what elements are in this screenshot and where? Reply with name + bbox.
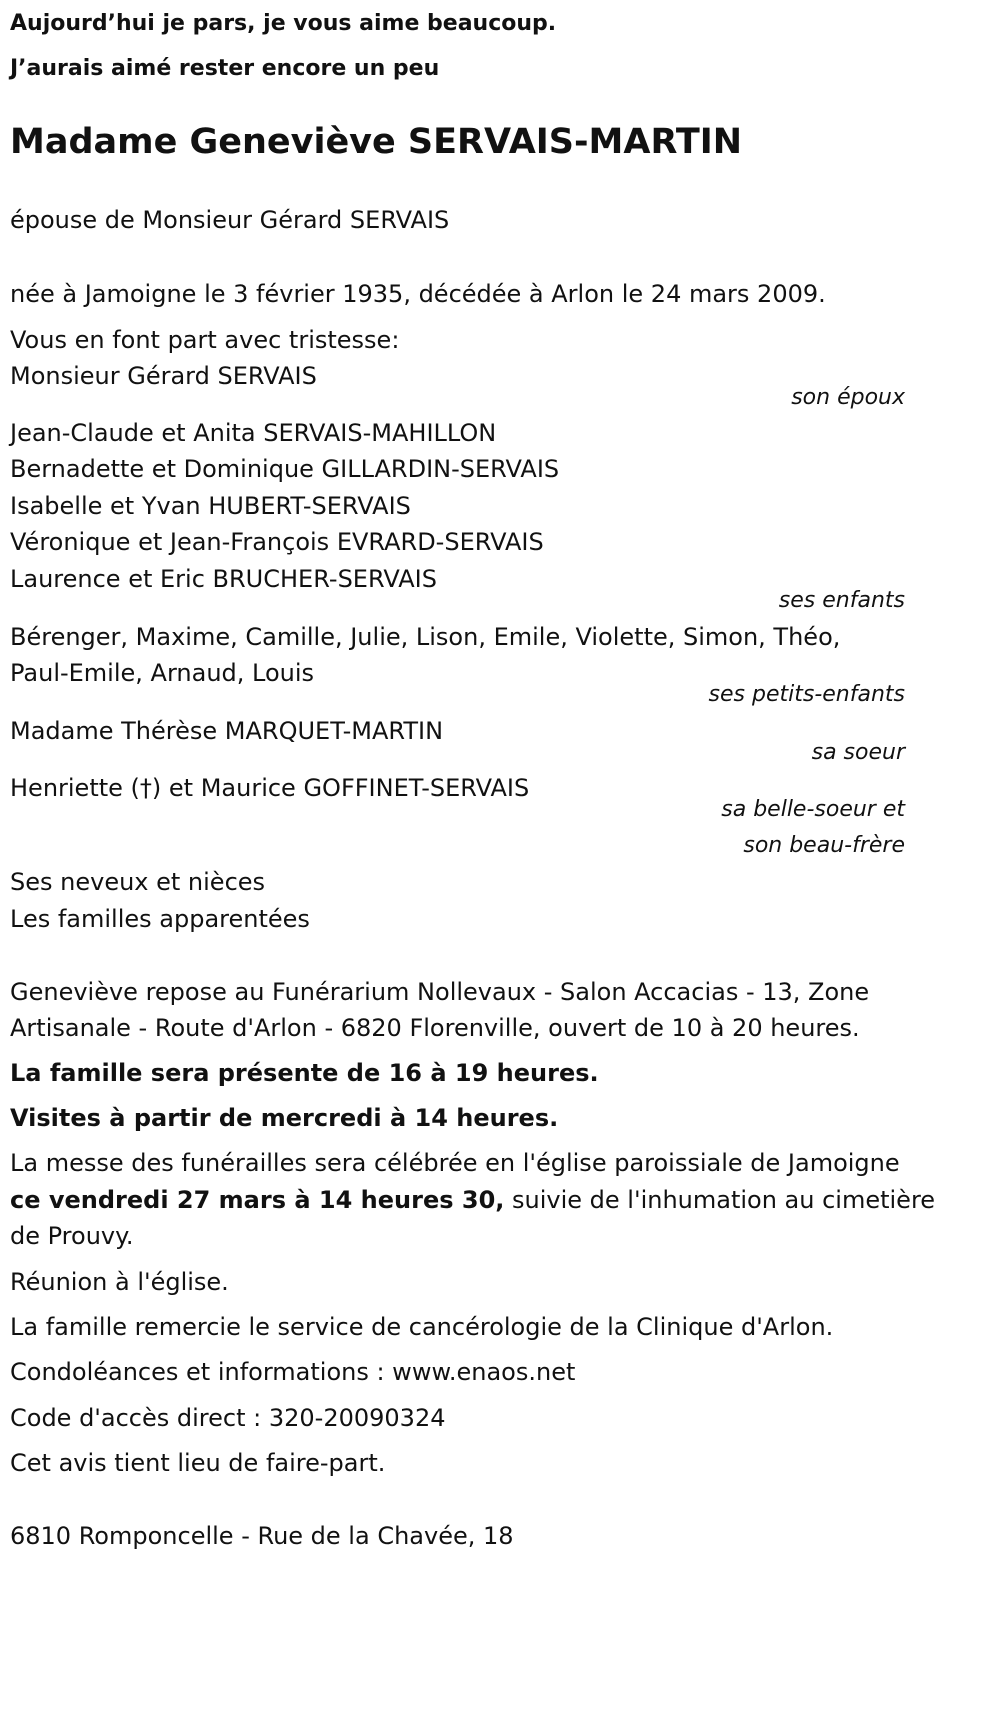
condolences-line: Condoléances et informations : www.enaos.net <box>10 1358 576 1386</box>
child-3: Isabelle et Yvan HUBERT-SERVAIS <box>10 492 411 520</box>
child-1: Jean-Claude et Anita SERVAIS-MAHILLON <box>10 419 497 447</box>
inlaws-role-line-1: sa belle-soeur et <box>721 797 905 822</box>
grandchildren-role: ses petits-enfants <box>708 682 905 707</box>
family-presence: La famille sera présente de 16 à 19 heures. <box>10 1059 599 1087</box>
grandchildren-line-2: Paul-Emile, Arnaud, Louis <box>10 659 315 687</box>
inlaws-role-line-2: son beau-frère <box>743 833 905 858</box>
announce-line: Vous en font part avec tristesse: <box>10 326 400 354</box>
mass-line-2 <box>10 1180 935 1220</box>
deceased-name: Madame Geneviève SERVAIS-MARTIN <box>10 122 743 162</box>
child-4: Véronique et Jean-François EVRARD-SERVAIS <box>10 528 544 556</box>
husband-name: Monsieur Gérard SERVAIS <box>10 362 317 390</box>
grandchildren-line-1: Bérenger, Maxime, Camille, Julie, Lison, Emile, Violette, Simon, Théo, <box>10 623 841 651</box>
husband-role: son époux <box>791 385 905 410</box>
children-role: ses enfants <box>778 588 905 613</box>
funerarium-line-1: Geneviève repose au Funérarium Nollevaux - Salon Accacias - 13, Zone <box>10 978 870 1006</box>
funerarium-line-2: Artisanale - Route d'Arlon - 6820 Florenville, ouvert de 10 à 20 heures. <box>10 1014 860 1042</box>
sister-name: Madame Thérèse MARQUET-MARTIN <box>10 717 444 745</box>
sister-role: sa soeur <box>811 740 905 765</box>
address-line: 6810 Romponcelle - Rue de la Chavée, 18 <box>10 1522 514 1550</box>
families-line: Les familles apparentées <box>10 905 310 933</box>
meeting-line: Réunion à l'église. <box>10 1268 229 1296</box>
visits-line: Visites à partir de mercredi à 14 heures. <box>10 1104 559 1132</box>
access-code-line: Code d'accès direct : 320-20090324 <box>10 1404 446 1432</box>
inlaws-names: Henriette (†) et Maurice GOFFINET-SERVAIS <box>10 774 530 802</box>
nephews-line: Ses neveux et nièces <box>10 868 266 896</box>
mass-line-1: La messe des funérailles sera célébrée en l'église paroissiale de Jamoigne <box>10 1149 900 1177</box>
mass-line-2-rest: suivie de l'inhumation au cimetière <box>504 1186 936 1214</box>
mass-line-3: de Prouvy. <box>10 1222 134 1250</box>
child-5: Laurence et Eric BRUCHER-SERVAIS <box>10 565 437 593</box>
birth-death-dates: née à Jamoigne le 3 février 1935, décédée à Arlon le 24 mars 2009. <box>10 280 826 308</box>
child-2: Bernadette et Dominique GILLARDIN-SERVAIS <box>10 455 560 483</box>
quote-line-1: Aujourd’hui je pars, je vous aime beaucoup. <box>10 11 557 36</box>
spouse-line: épouse de Monsieur Gérard SERVAIS <box>10 206 450 234</box>
mass-date-time: ce vendredi 27 mars à 14 heures 30, <box>10 1186 505 1214</box>
notice-line: Cet avis tient lieu de faire-part. <box>10 1449 386 1477</box>
thanks-line: La famille remercie le service de cancérologie de la Clinique d'Arlon. <box>10 1313 834 1341</box>
quote-line-2: J’aurais aimé rester encore un peu <box>10 56 440 81</box>
